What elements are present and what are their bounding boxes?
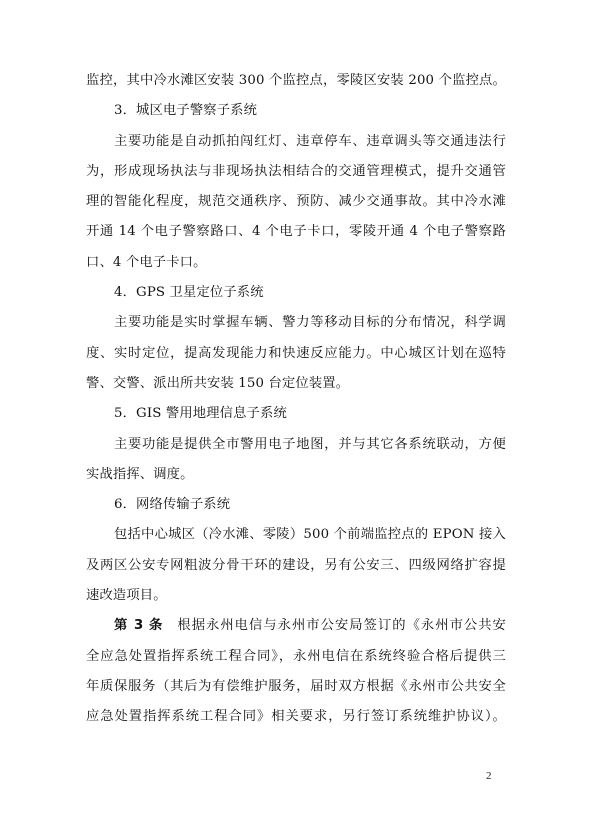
paragraph-line: 年质保服务（其后为有偿维护服务，届时双方根据《永州市公共安全 [86, 678, 506, 694]
paragraph-line: 理的智能化程度，规范交通秩序、预防、减少交通事故。其中冷水滩 [86, 194, 506, 210]
section-heading-6: 6．网络传输子系统 [114, 497, 231, 513]
paragraph-line: 度、实时定位，提高发现能力和快速反应能力。中心城区计划在巡特 [86, 345, 506, 361]
paragraph-line: 主要功能是自动抓拍闯红灯、违章停车、违章调头等交通违法行 [114, 133, 506, 149]
section-heading-5: 5．GIS 警用地理信息子系统 [114, 406, 287, 422]
paragraph-line: 主要功能是提供全市警用电子地图，并与其它各系统联动，方便 [114, 436, 506, 452]
paragraph-line: 口、4 个电子卡口。 [86, 254, 207, 270]
paragraph-line: 主要功能是实时掌握车辆、警力等移动目标的分布情况，科学调 [114, 315, 506, 331]
paragraph-line: 及两区公安专网粗波分骨干环的建设，另有公安三、四级网络扩容提 [86, 557, 506, 573]
article-3-first-line [86, 611, 506, 641]
paragraph-line: 实战指挥、调度。 [86, 466, 194, 482]
paragraph-line: 开通 14 个电子警察路口、4 个电子卡口，零陵开通 4 个电子警察路 [86, 224, 506, 240]
page-number: 2 [486, 770, 492, 782]
article-3-text: 根据永州电信与永州市公安局签订的《永州市公共安 [177, 618, 506, 634]
section-heading-4: 4．GPS 卫星定位子系统 [114, 285, 264, 301]
paragraph-line: 警、交警、派出所共安装 150 台定位装置。 [86, 375, 350, 391]
paragraph-line: 包括中心城区（冷水滩、零陵）500 个前端监控点的 EPON 接入 [114, 527, 506, 543]
article-3-label: 第 3 条 [114, 618, 164, 634]
paragraph-line: 监控，其中冷水滩区安装 300 个监控点，零陵区安装 200 个监控点。 [86, 73, 506, 88]
section-heading-3: 3．城区电子警察子系统 [114, 103, 258, 119]
paragraph-line: 速改造项目。 [86, 588, 167, 604]
page-content [86, 66, 506, 733]
paragraph-line: 全应急处置指挥系统工程合同》，永州电信在系统终验合格后提供三 [86, 648, 506, 664]
paragraph-line: 应急处置指挥系统工程合同》相关要求，另行签订系统维护协议）。 [86, 709, 506, 725]
paragraph-line: 为，形成现场执法与非现场执法相结合的交通管理模式，提升交通管 [86, 163, 506, 179]
